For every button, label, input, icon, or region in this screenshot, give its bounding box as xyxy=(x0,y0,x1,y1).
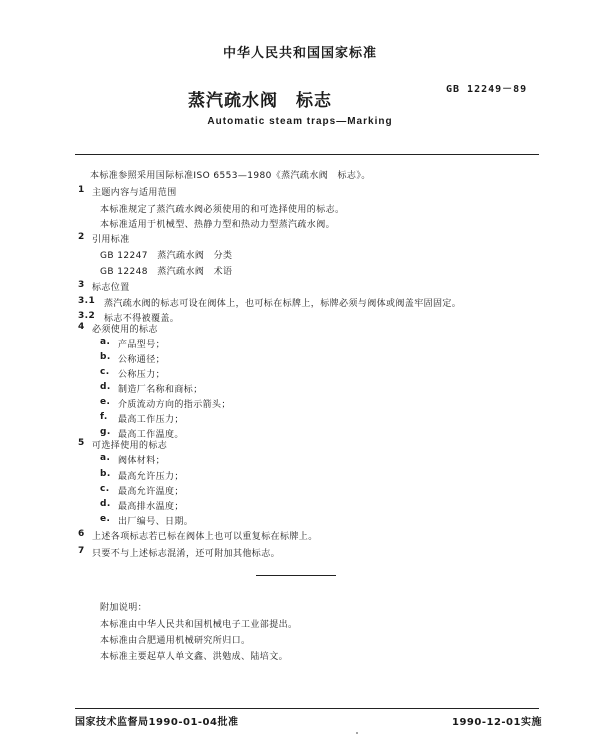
clause-text: 蒸汽疏水阀的标志可设在阀体上，也可标在标牌上，标牌必须与阀体或阀盖牢固固定。 xyxy=(104,299,462,309)
list-marker: f. xyxy=(100,412,108,422)
list-text: 公称压力； xyxy=(118,370,166,380)
english-title: Automatic steam traps—Marking xyxy=(207,116,393,127)
section-number: 6 xyxy=(78,529,85,539)
section-number: 2 xyxy=(78,232,85,242)
section-text: 上述各项标志若已标在阀体上也可以重复标在标牌上。 xyxy=(92,532,318,542)
notes-heading: 附加说明： xyxy=(100,603,148,613)
section-number: 5 xyxy=(78,438,85,448)
section-text: 可选择使用的标志 xyxy=(92,441,168,451)
reference-text: GB 12248 蒸汽疏水阀 术语 xyxy=(100,267,233,277)
list-text: 产品型号； xyxy=(118,340,166,350)
section-text: 本标准规定了蒸汽疏水阀必须使用的和可选择使用的标志。 xyxy=(100,205,345,215)
list-marker: b. xyxy=(100,469,111,479)
list-marker: a. xyxy=(100,453,111,463)
list-text: 最高允许压力； xyxy=(118,472,184,482)
top-divider xyxy=(75,154,539,155)
intro-paragraph: 本标准参照采用国际标准ISO 6553—1980《蒸汽疏水阀 标志》。 xyxy=(90,171,371,181)
section-number: 4 xyxy=(78,322,85,332)
section-text: 引用标准 xyxy=(92,235,130,245)
list-marker: e. xyxy=(100,397,111,407)
list-marker: b. xyxy=(100,352,111,362)
bottom-divider xyxy=(75,708,539,709)
approval-date: 国家技术监督局1990-01-04批准 xyxy=(75,717,239,728)
clause-number: 3.2 xyxy=(78,311,96,321)
section-text: 只要不与上述标志混淆，还可附加其他标志。 xyxy=(92,549,281,559)
document-title: 蒸汽疏水阀 标志 xyxy=(188,91,332,111)
list-text: 公称通径； xyxy=(118,355,166,365)
list-marker: a. xyxy=(100,337,111,347)
list-text: 制造厂名称和商标； xyxy=(118,385,203,395)
section-number: 7 xyxy=(78,546,85,556)
clause-text: 标志不得被覆盖。 xyxy=(104,314,180,324)
scan-speck xyxy=(356,732,358,734)
section-text: 标志位置 xyxy=(92,283,130,293)
list-marker: d. xyxy=(100,382,111,392)
list-text: 最高工作压力； xyxy=(118,415,184,425)
section-separator xyxy=(256,575,336,576)
list-text: 出厂编号、日期。 xyxy=(118,517,194,527)
list-text: 阀体材料； xyxy=(118,456,166,466)
list-text: 最高排水温度； xyxy=(118,502,184,512)
standard-code: GB 12249－89 xyxy=(446,84,528,95)
note-item: 本标准主要起草人单文鑫、洪勉成、陆培文。 xyxy=(100,652,289,662)
section-text: 必须使用的标志 xyxy=(92,325,158,335)
section-text: 本标准适用于机械型、热静力型和热动力型蒸汽疏水阀。 xyxy=(100,220,336,230)
section-number: 1 xyxy=(78,185,85,195)
list-marker: g. xyxy=(100,427,111,437)
section-number: 3 xyxy=(78,280,85,290)
effective-date: 1990-12-01实施 xyxy=(452,717,542,728)
section-text: 主题内容与适用范围 xyxy=(92,188,177,198)
list-marker: c. xyxy=(100,484,110,494)
list-marker: d. xyxy=(100,499,111,509)
clause-number: 3.1 xyxy=(78,296,96,306)
list-text: 最高允许温度； xyxy=(118,487,184,497)
list-marker: c. xyxy=(100,367,110,377)
note-item: 本标准由中华人民共和国机械电子工业部提出。 xyxy=(100,620,298,630)
list-text: 介质流动方向的指示箭头； xyxy=(118,400,231,410)
list-text: 最高工作温度。 xyxy=(118,430,184,440)
note-item: 本标准由合肥通用机械研究所归口。 xyxy=(100,636,251,646)
national-standard-heading: 中华人民共和国国家标准 xyxy=(222,46,377,61)
reference-text: GB 12247 蒸汽疏水阀 分类 xyxy=(100,251,233,261)
list-marker: e. xyxy=(100,514,111,524)
